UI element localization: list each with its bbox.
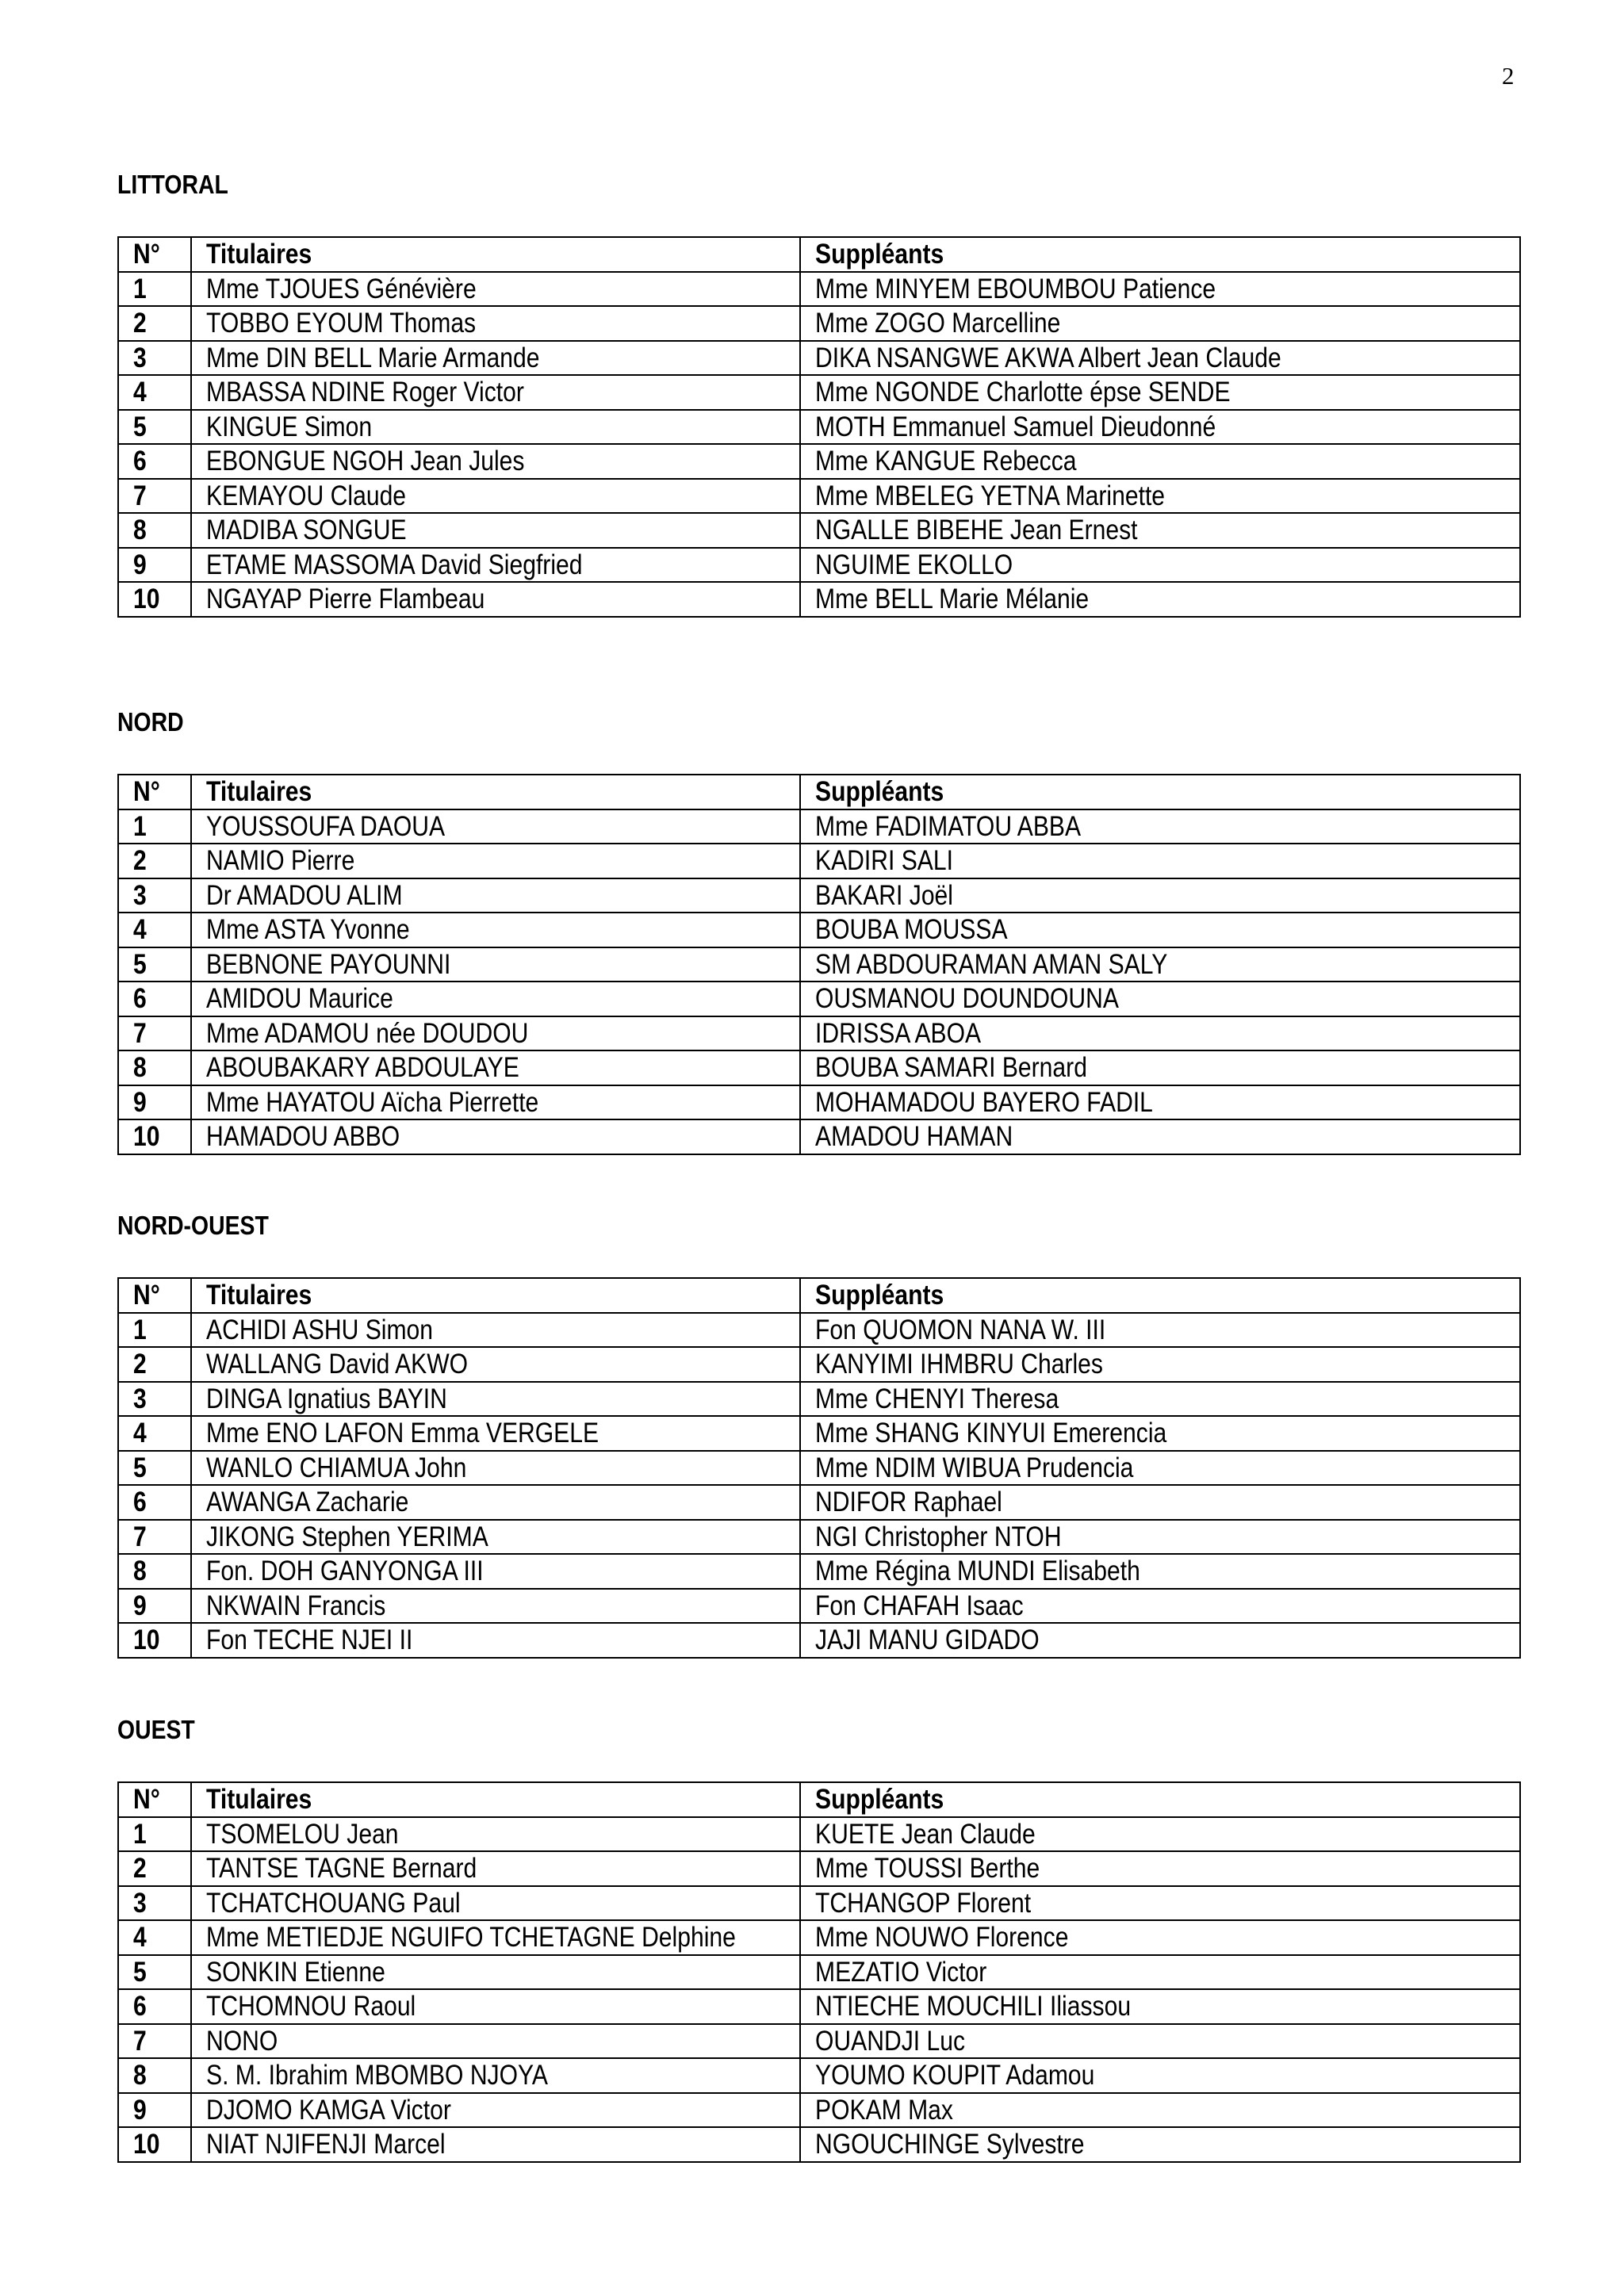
row-number: 7	[118, 2024, 191, 2059]
table-row	[118, 809, 1520, 844]
titulaire-cell: ETAME MASSOMA David Siegfried	[191, 548, 800, 583]
table-row	[118, 1886, 1520, 1921]
suppleant-cell: Mme ZOGO Marcelline	[800, 306, 1520, 341]
row-number: 3	[118, 1886, 191, 1921]
table-row	[118, 548, 1520, 583]
titulaire-cell: TSOMELOU Jean	[191, 1817, 800, 1852]
suppleant-cell: Mme CHENYI Theresa	[800, 1382, 1520, 1417]
row-number: 3	[118, 878, 191, 913]
row-number: 2	[118, 1347, 191, 1382]
titulaire-cell: TOBBO EYOUM Thomas	[191, 306, 800, 341]
table-row	[118, 479, 1520, 514]
titulaire-cell: S. M. Ibrahim MBOMBO NJOYA	[191, 2058, 800, 2093]
header-num: N°	[118, 1782, 191, 1817]
titulaire-cell: Fon. DOH GANYONGA III	[191, 1554, 800, 1589]
table-row	[118, 982, 1520, 1016]
table-row	[118, 947, 1520, 982]
suppleant-cell: BOUBA MOUSSA	[800, 913, 1520, 947]
row-number: 7	[118, 1520, 191, 1555]
row-number: 2	[118, 306, 191, 341]
titulaire-cell: Mme HAYATOU Aïcha Pierrette	[191, 1085, 800, 1120]
suppleant-cell: MOHAMADOU BAYERO FADIL	[800, 1085, 1520, 1120]
suppleant-cell: Mme NDIM WIBUA Prudencia	[800, 1451, 1520, 1486]
row-number: 8	[118, 2058, 191, 2093]
suppleant-cell: NGUIME EKOLLO	[800, 548, 1520, 583]
table-row	[118, 913, 1520, 947]
table-row	[118, 582, 1520, 617]
row-number: 4	[118, 913, 191, 947]
titulaire-cell: Dr AMADOU ALIM	[191, 878, 800, 913]
titulaire-cell: NAMIO Pierre	[191, 844, 800, 878]
suppleant-cell: MEZATIO Victor	[800, 1955, 1520, 1990]
row-number: 5	[118, 410, 191, 445]
row-number: 9	[118, 548, 191, 583]
row-number: 5	[118, 947, 191, 982]
table-row	[118, 1623, 1520, 1658]
titulaire-cell: WALLANG David AKWO	[191, 1347, 800, 1382]
suppleant-cell: YOUMO KOUPIT Adamou	[800, 2058, 1520, 2093]
suppleant-cell: Mme MINYEM EBOUMBOU Patience	[800, 272, 1520, 307]
table-row	[118, 1851, 1520, 1886]
row-number: 2	[118, 1851, 191, 1886]
titulaire-cell: MADIBA SONGUE	[191, 513, 800, 548]
suppleant-cell: POKAM Max	[800, 2093, 1520, 2128]
row-number: 1	[118, 1313, 191, 1348]
table-row	[118, 2058, 1520, 2093]
titulaire-cell: EBONGUE NGOH Jean Jules	[191, 444, 800, 479]
titulaire-cell: NGAYAP Pierre Flambeau	[191, 582, 800, 617]
table-row	[118, 1416, 1520, 1451]
table-row	[118, 513, 1520, 548]
suppleant-cell: Mme SHANG KINYUI Emerencia	[800, 1416, 1520, 1451]
titulaire-cell: ACHIDI ASHU Simon	[191, 1313, 800, 1348]
titulaire-cell: Mme ASTA Yvonne	[191, 913, 800, 947]
row-number: 8	[118, 513, 191, 548]
table-row	[118, 2024, 1520, 2059]
titulaire-cell: TANTSE TAGNE Bernard	[191, 1851, 800, 1886]
table-row	[118, 1485, 1520, 1520]
members-table	[117, 1277, 1521, 1659]
suppleant-cell: OUSMANOU DOUNDOUNA	[800, 982, 1520, 1016]
titulaire-cell: Mme TJOUES Génévière	[191, 272, 800, 307]
titulaire-cell: ABOUBAKARY ABDOULAYE	[191, 1050, 800, 1085]
table-row	[118, 1554, 1520, 1589]
suppleant-cell: KANYIMI IHMBRU Charles	[800, 1347, 1520, 1382]
row-number: 3	[118, 1382, 191, 1417]
header-titulaires: Titulaires	[191, 1782, 800, 1817]
members-table	[117, 774, 1521, 1155]
titulaire-cell: Mme METIEDJE NGUIFO TCHETAGNE Delphine	[191, 1920, 800, 1955]
titulaire-cell: YOUSSOUFA DAOUA	[191, 809, 800, 844]
table-row	[118, 1347, 1520, 1382]
members-table	[117, 236, 1521, 618]
suppleant-cell: BOUBA SAMARI Bernard	[800, 1050, 1520, 1085]
header-titulaires: Titulaires	[191, 237, 800, 272]
suppleant-cell: Mme TOUSSI Berthe	[800, 1851, 1520, 1886]
suppleant-cell: KADIRI SALI	[800, 844, 1520, 878]
titulaire-cell: BEBNONE PAYOUNNI	[191, 947, 800, 982]
suppleant-cell: NDIFOR Raphael	[800, 1485, 1520, 1520]
titulaire-cell: DINGA Ignatius BAYIN	[191, 1382, 800, 1417]
table-row	[118, 1817, 1520, 1852]
header-suppleants: Suppléants	[800, 775, 1520, 809]
row-number: 6	[118, 444, 191, 479]
row-number: 10	[118, 1623, 191, 1658]
section-title: NORD-OUEST	[117, 1211, 269, 1240]
suppleant-cell: NTIECHE MOUCHILI Iliassou	[800, 1989, 1520, 2024]
header-num: N°	[118, 237, 191, 272]
table-row	[118, 1050, 1520, 1085]
row-number: 5	[118, 1451, 191, 1486]
row-number: 9	[118, 1085, 191, 1120]
table-row	[118, 375, 1520, 410]
suppleant-cell: Mme MBELEG YETNA Marinette	[800, 479, 1520, 514]
table-row	[118, 1520, 1520, 1555]
header-titulaires: Titulaires	[191, 775, 800, 809]
page-number: 2	[1502, 62, 1515, 90]
row-number: 1	[118, 1817, 191, 1852]
table-row	[118, 1085, 1520, 1120]
row-number: 5	[118, 1955, 191, 1990]
titulaire-cell: Mme DIN BELL Marie Armande	[191, 341, 800, 376]
table-row	[118, 1119, 1520, 1154]
table-row	[118, 1016, 1520, 1051]
table-row	[118, 1989, 1520, 2024]
row-number: 9	[118, 2093, 191, 2128]
table-row	[118, 444, 1520, 479]
table-row	[118, 878, 1520, 913]
row-number: 7	[118, 1016, 191, 1051]
titulaire-cell: Mme ENO LAFON Emma VERGELE	[191, 1416, 800, 1451]
suppleant-cell: Mme Régina MUNDI Elisabeth	[800, 1554, 1520, 1589]
suppleant-cell: Fon CHAFAH Isaac	[800, 1589, 1520, 1624]
titulaire-cell: WANLO CHIAMUA John	[191, 1451, 800, 1486]
suppleant-cell: Mme NGONDE Charlotte épse SENDE	[800, 375, 1520, 410]
suppleant-cell: OUANDJI Luc	[800, 2024, 1520, 2059]
section-title: LITTORAL	[117, 170, 228, 199]
row-number: 3	[118, 341, 191, 376]
titulaire-cell: JIKONG Stephen YERIMA	[191, 1520, 800, 1555]
titulaire-cell: MBASSA NDINE Roger Victor	[191, 375, 800, 410]
titulaire-cell: KEMAYOU Claude	[191, 479, 800, 514]
row-number: 4	[118, 1920, 191, 1955]
table-row	[118, 2093, 1520, 2128]
row-number: 10	[118, 2127, 191, 2162]
suppleant-cell: KUETE Jean Claude	[800, 1817, 1520, 1852]
table-header-row	[118, 775, 1520, 809]
header-num: N°	[118, 1278, 191, 1313]
suppleant-cell: Mme NOUWO Florence	[800, 1920, 1520, 1955]
titulaire-cell: TCHOMNOU Raoul	[191, 1989, 800, 2024]
header-titulaires: Titulaires	[191, 1278, 800, 1313]
table-row	[118, 341, 1520, 376]
section-title: NORD	[117, 707, 184, 737]
titulaire-cell: NKWAIN Francis	[191, 1589, 800, 1624]
table-row	[118, 1382, 1520, 1417]
table-row	[118, 272, 1520, 307]
row-number: 4	[118, 375, 191, 410]
suppleant-cell: Fon QUOMON NANA W. III	[800, 1313, 1520, 1348]
header-suppleants: Suppléants	[800, 1278, 1520, 1313]
table-header-row	[118, 237, 1520, 272]
suppleant-cell: NGI Christopher NTOH	[800, 1520, 1520, 1555]
header-suppleants: Suppléants	[800, 237, 1520, 272]
row-number: 1	[118, 809, 191, 844]
table-row	[118, 1920, 1520, 1955]
row-number: 6	[118, 982, 191, 1016]
row-number: 4	[118, 1416, 191, 1451]
row-number: 7	[118, 479, 191, 514]
suppleant-cell: NGALLE BIBEHE Jean Ernest	[800, 513, 1520, 548]
row-number: 6	[118, 1485, 191, 1520]
table-row	[118, 2127, 1520, 2162]
titulaire-cell: KINGUE Simon	[191, 410, 800, 445]
table-row	[118, 1589, 1520, 1624]
titulaire-cell: HAMADOU ABBO	[191, 1119, 800, 1154]
suppleant-cell: JAJI MANU GIDADO	[800, 1623, 1520, 1658]
row-number: 8	[118, 1050, 191, 1085]
table-row	[118, 306, 1520, 341]
suppleant-cell: BAKARI Joël	[800, 878, 1520, 913]
titulaire-cell: Mme ADAMOU née DOUDOU	[191, 1016, 800, 1051]
suppleant-cell: Mme BELL Marie Mélanie	[800, 582, 1520, 617]
suppleant-cell: AMADOU HAMAN	[800, 1119, 1520, 1154]
table-row	[118, 410, 1520, 445]
table-row	[118, 1955, 1520, 1990]
suppleant-cell: MOTH Emmanuel Samuel Dieudonné	[800, 410, 1520, 445]
table-header-row	[118, 1278, 1520, 1313]
suppleant-cell: SM ABDOURAMAN AMAN SALY	[800, 947, 1520, 982]
row-number: 10	[118, 1119, 191, 1154]
table-header-row	[118, 1782, 1520, 1817]
row-number: 1	[118, 272, 191, 307]
titulaire-cell: DJOMO KAMGA Victor	[191, 2093, 800, 2128]
titulaire-cell: AWANGA Zacharie	[191, 1485, 800, 1520]
table-row	[118, 1451, 1520, 1486]
table-row	[118, 844, 1520, 878]
header-num: N°	[118, 775, 191, 809]
titulaire-cell: AMIDOU Maurice	[191, 982, 800, 1016]
suppleant-cell: Mme KANGUE Rebecca	[800, 444, 1520, 479]
row-number: 6	[118, 1989, 191, 2024]
table-row	[118, 1313, 1520, 1348]
suppleant-cell: TCHANGOP Florent	[800, 1886, 1520, 1921]
suppleant-cell: Mme FADIMATOU ABBA	[800, 809, 1520, 844]
titulaire-cell: TCHATCHOUANG Paul	[191, 1886, 800, 1921]
row-number: 10	[118, 582, 191, 617]
suppleant-cell: NGOUCHINGE Sylvestre	[800, 2127, 1520, 2162]
row-number: 2	[118, 844, 191, 878]
row-number: 9	[118, 1589, 191, 1624]
header-suppleants: Suppléants	[800, 1782, 1520, 1817]
titulaire-cell: NIAT NJIFENJI Marcel	[191, 2127, 800, 2162]
titulaire-cell: SONKIN Etienne	[191, 1955, 800, 1990]
suppleant-cell: IDRISSA ABOA	[800, 1016, 1520, 1051]
row-number: 8	[118, 1554, 191, 1589]
members-table	[117, 1781, 1521, 2163]
section-title: OUEST	[117, 1715, 195, 1744]
suppleant-cell: DIKA NSANGWE AKWA Albert Jean Claude	[800, 341, 1520, 376]
titulaire-cell: NONO	[191, 2024, 800, 2059]
titulaire-cell: Fon TECHE NJEI II	[191, 1623, 800, 1658]
